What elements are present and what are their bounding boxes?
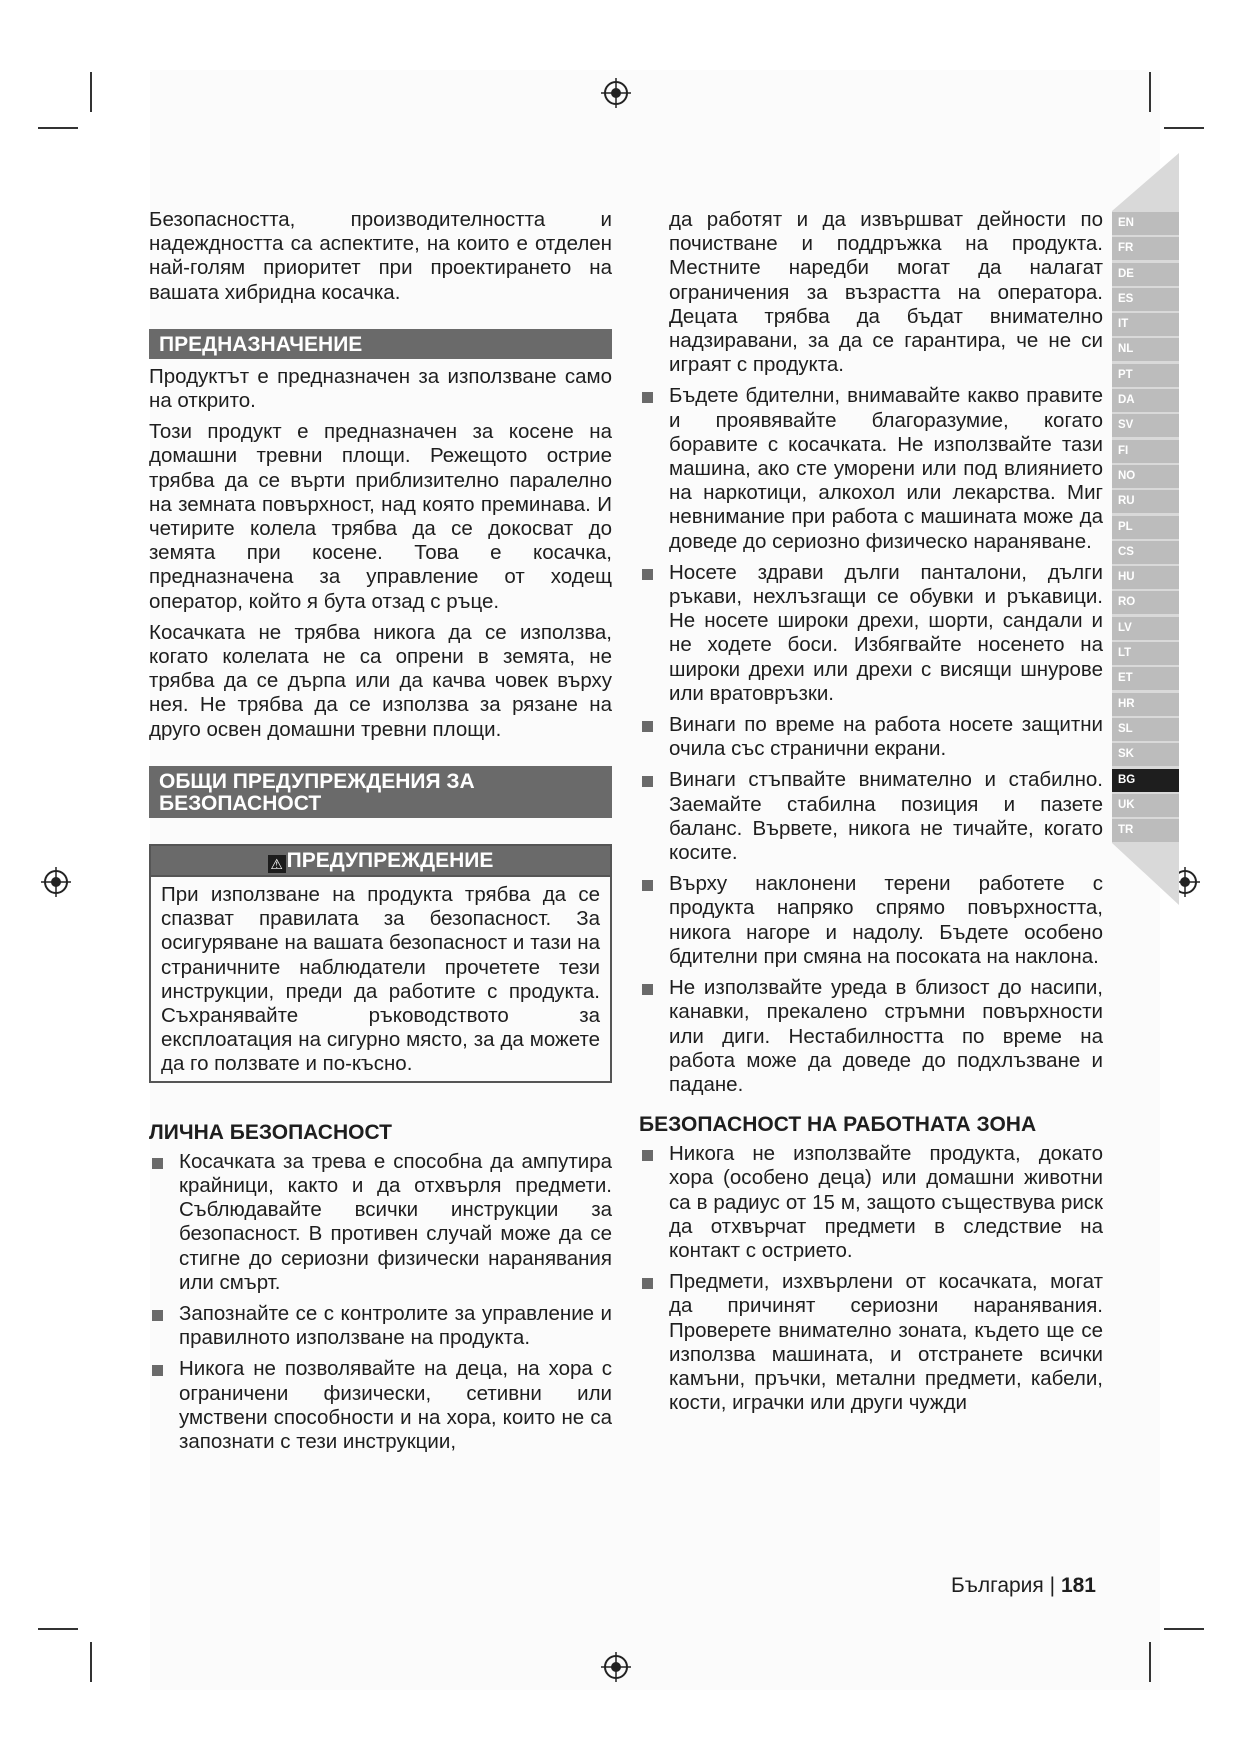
bullet-icon (642, 1150, 653, 1161)
crop-mark (90, 72, 92, 112)
language-tab-et[interactable]: ET (1112, 667, 1179, 690)
warning-text: При използване на продукта трябва да се спазват правилата за безопасност. За осигуряване на вашата безопасност и тази на страничните наблюдатели прочетете тези инструкции, преди да работите с продукта. Съхранявайте ръководството за експлоатация на сигурно място, за да можете да го ползвате и по-късно. (161, 883, 600, 1076)
language-tab-sv[interactable]: SV (1112, 414, 1179, 437)
language-tab-ro[interactable]: RO (1112, 591, 1179, 614)
personal-safety-list (149, 1150, 612, 1454)
intro-paragraph: Безопасността, производителността и надеждността са аспектите, на които е отделен най-голям приоритет при проектирането на вашата хибридна косачка. (149, 208, 612, 304)
section-heading-general-warnings (149, 766, 612, 818)
language-tab-no[interactable]: NO (1112, 465, 1179, 488)
list-item: Носете здрави дълги панталони, дълги ръкави, нехлъзгащи се обувки и ръкавици. Не носете широки дрехи, шорти, сандали и не ходете боси. Избягвайте носенето на широки дрехи или дрехи с висящи шнурове или вратовръзки. (639, 561, 1103, 706)
language-tab-fr[interactable]: FR (1112, 237, 1179, 260)
page-number: 181 (1060, 1574, 1096, 1597)
section-heading-work-area: БЕЗОПАСНОСТ НА РАБОТНАТА ЗОНА (639, 1113, 1037, 1137)
heading-line: БЕЗОПАСНОСТ (159, 791, 322, 815)
language-tab-pl[interactable]: PL (1112, 516, 1179, 539)
language-tab-tr[interactable]: TR (1112, 819, 1179, 842)
bullet-icon (642, 880, 653, 891)
bullet-icon (152, 1365, 163, 1376)
crop-mark (1149, 72, 1151, 112)
language-tab-sk[interactable]: SK (1112, 743, 1179, 766)
list-item: Никога не позволявайте на деца, на хора с ограничени физически, сетивни или умствени способности и на хора, които не са запознати с тези инструкции, (149, 1357, 612, 1454)
language-tab-es[interactable]: ES (1112, 288, 1179, 311)
crop-mark (38, 127, 78, 129)
language-tab-de[interactable]: DE (1112, 263, 1179, 286)
bullet-icon (152, 1158, 163, 1169)
language-tab-lv[interactable]: LV (1112, 617, 1179, 640)
language-tab-cs[interactable]: CS (1112, 541, 1179, 564)
bullet-icon (152, 1310, 163, 1321)
crop-mark (1164, 1628, 1204, 1630)
footer-country: България (950, 1574, 1044, 1597)
warning-header (151, 846, 610, 877)
warning-triangle-icon: ⚠ (268, 855, 286, 873)
crop-mark (38, 1628, 78, 1630)
list-item: Запознайте се с контролите за управление и правилното използване на продукта. (149, 1302, 612, 1350)
section-heading-intended-use: ПРЕДНАЗНАЧЕНИЕ (149, 329, 612, 359)
language-tab-fi[interactable]: FI (1112, 440, 1179, 463)
bullet-icon (642, 569, 653, 580)
language-tab-sl[interactable]: SL (1112, 718, 1179, 741)
registration-mark-icon (600, 77, 632, 109)
bullet-icon (642, 392, 653, 403)
bullet-icon (642, 721, 653, 732)
warning-title: ПРЕДУПРЕЖДЕНИЕ (286, 848, 494, 872)
work-area-list (639, 1142, 1103, 1415)
list-item: Винаги по време на работа носете защитни очила със странични екрани. (639, 713, 1103, 761)
right-column (639, 208, 1103, 1422)
footer-separator: | (1049, 1574, 1056, 1597)
list-item: Косачката за трева е способна да ампутира крайници, както и да отхвърля предмети. Съблюдавайте всички инструкции за безопасност. В противен случай може да се стигне до сериозни физически наранявания или смърт. (149, 1150, 612, 1295)
language-tab-nl[interactable]: NL (1112, 338, 1179, 361)
list-item: Никога не използвайте продукта, докато хора (особено деца) или домашни животни са в радиус от 15 м, защото съществува риск да отхвърчат предмети в следствие на контакт с острието. (639, 1142, 1103, 1263)
bullet-icon (642, 984, 653, 995)
registration-mark-icon (600, 1651, 632, 1683)
language-tab-hu[interactable]: HU (1112, 566, 1179, 589)
language-tab-uk[interactable]: UK (1112, 794, 1179, 817)
list-item: Винаги стъпвайте внимателно и стабилно. Заемайте стабилна позиция и пазете баланс. Вървете, никога не тичайте, когато косите. (639, 768, 1103, 865)
crop-mark (1149, 1642, 1151, 1682)
language-tab-hr[interactable]: HR (1112, 693, 1179, 716)
section-heading-personal-safety: ЛИЧНА БЕЗОПАСНОСТ (149, 1120, 392, 1144)
list-item: Върху наклонени терени работете с продукта напряко спрямо повърхността, никога нагоре и надолу. Бъдете особено бдителни при смяна на посоката на наклона. (639, 872, 1103, 969)
crop-mark (90, 1642, 92, 1682)
left-column (149, 208, 612, 1461)
language-tab-pt[interactable]: PT (1112, 364, 1179, 387)
warning-box (149, 844, 612, 1083)
page-footer (880, 1574, 1096, 1598)
crop-mark (1164, 127, 1204, 129)
language-tab-en[interactable]: EN (1112, 212, 1179, 235)
personal-safety-list-continued (639, 384, 1103, 1097)
language-tab-lt[interactable]: LT (1112, 642, 1179, 665)
language-tab-bg[interactable]: BG (1112, 769, 1179, 792)
registration-mark-icon (40, 866, 72, 898)
bullet-icon (642, 776, 653, 787)
list-item: Предмети, изхвърлени от косачката, могат да причинят сериозни наранявания. Проверете внимателно зоната, където ще се използва машината, и отстранете всички камъни, пръчки, метални предмети, кабели, кости, играчки или други чужди (639, 1270, 1103, 1415)
language-tab-it[interactable]: IT (1112, 313, 1179, 336)
language-tab-da[interactable]: DA (1112, 389, 1179, 412)
bullet-icon (642, 1278, 653, 1289)
continuation-paragraph: да работят и да извършват дейности по почистване и поддръжка на продукта. Местните наредби могат да налагат ограничения за възрастта на оператора. Децата трябва да бъдат внимателно надзиравани, за да се гарантира, че не си играят с продукта. (669, 208, 1103, 377)
paragraph: Продуктът е предназначен за използване само на открито. (149, 364, 612, 413)
heading-line: ОБЩИ ПРЕДУПРЕЖДЕНИЯ ЗА (159, 769, 475, 793)
list-item: Не използвайте уреда в близост до насипи, канавки, прекалено стръмни повърхности или диги. Нестабилността по време на работа може да доведе до подхлъзване и падане. (639, 976, 1103, 1097)
paragraph: Косачката не трябва никога да се използва, когато колелата не са опрени в земята, не трябва да се дърпа или да качва човек върху нея. Не трябва да се използва за рязане на друго освен домашни тревни площи. (149, 620, 612, 741)
list-item: Бъдете бдителни, внимавайте какво правите и проявявайте благоразумие, когато боравите с косачката. Не използвайте тази машина, ако сте уморени или под влиянието на наркотици, алкохол или лекарства. Миг невнимание при работа с машината може да доведе до сериозно физическо нараняване. (639, 384, 1103, 553)
language-tabs (1112, 212, 1179, 844)
language-tab-ru[interactable]: RU (1112, 490, 1179, 513)
paragraph: Този продукт е предназначен за косене на домашни тревни площи. Режещото острие трябва да се върти приблизително паралелно на земната повърхност, над която преминава. И четирите колела трябва да се докосват до земята при косене. Това е косачка, предназначена за управление от ходещ оператор, който я бута отзад с ръце. (149, 420, 612, 613)
